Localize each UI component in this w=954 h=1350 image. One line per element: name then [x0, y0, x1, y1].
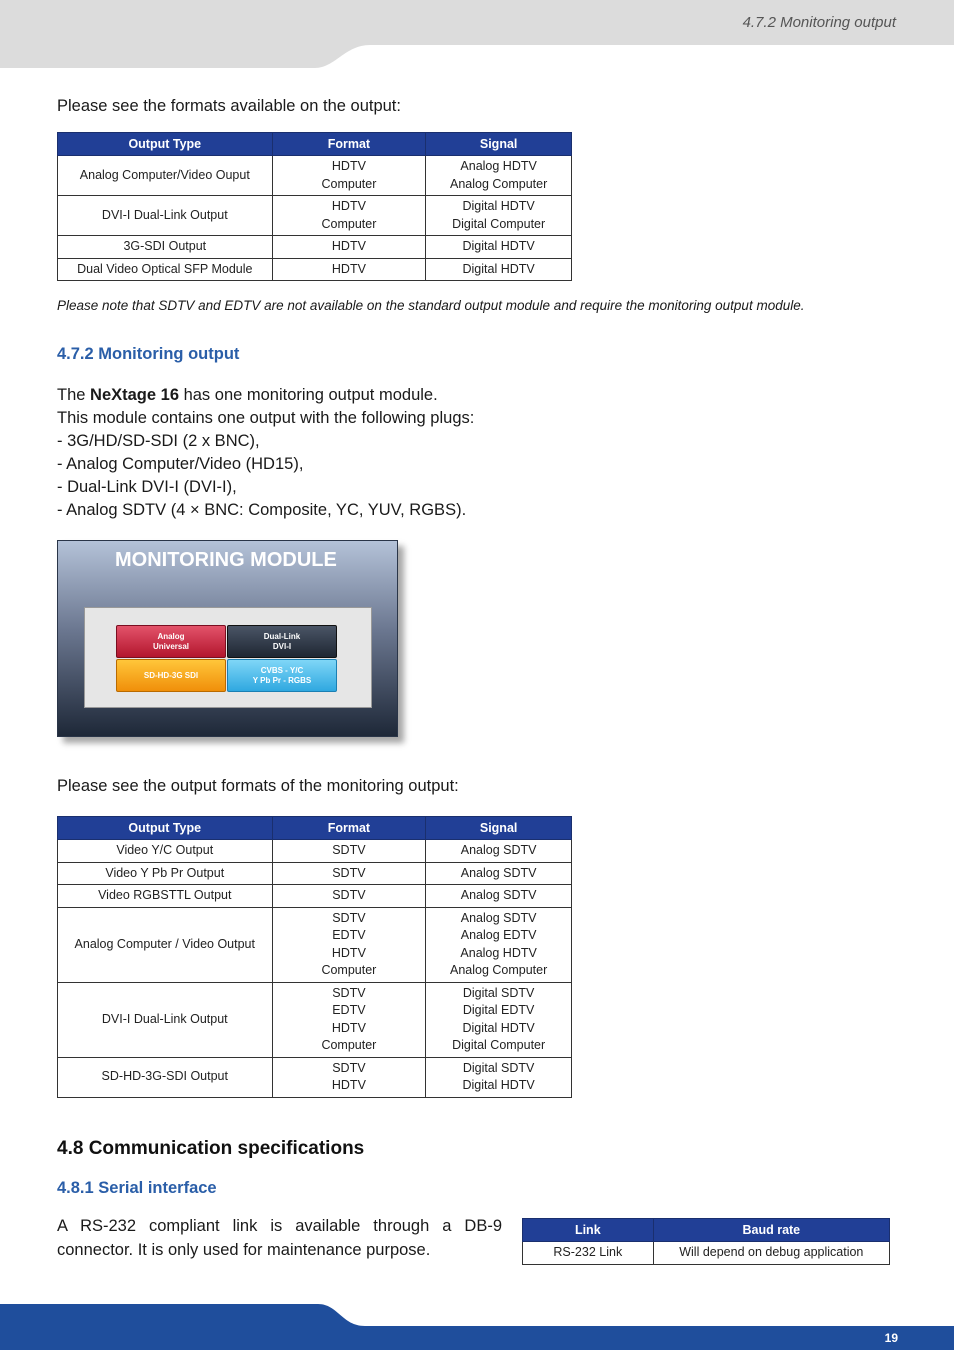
plug-list-item: - Analog SDTV (4 × BNC: Composite, YC, YUV, RGBS).	[57, 501, 467, 519]
section-heading-4-8-1: 4.8.1 Serial interface	[57, 1179, 217, 1197]
analog-universal-block: Analog Universal	[116, 625, 226, 658]
table-row	[523, 1242, 890, 1265]
plug-list-item: - Analog Computer/Video (HD15),	[57, 455, 304, 473]
module-panel	[84, 607, 372, 708]
output-type-cell: Video RGBSTTL Output	[58, 885, 273, 908]
signal-cell: Analog SDTV	[426, 885, 572, 908]
signal-cell: Digital SDTV Digital HDTV	[426, 1057, 572, 1097]
cvbs-block: CVBS - Y/C Y Pb Pr - RGBS	[227, 659, 337, 692]
format-cell: HDTV	[272, 236, 426, 259]
format-cell: SDTV EDTV HDTV Computer	[272, 982, 426, 1057]
format-cell: SDTV EDTV HDTV Computer	[272, 907, 426, 982]
output-type-cell: Analog Computer/Video Ouput	[58, 156, 273, 196]
column-header-output-type: Output Type	[58, 133, 273, 156]
signal-cell: Analog SDTV Analog EDTV Analog HDTV Analog Computer	[426, 907, 572, 982]
serial-link-table	[522, 1218, 890, 1265]
availability-note: Please note that SDTV and EDTV are not available on the standard output module and require the monitoring output module.	[57, 298, 805, 313]
monitoring-description	[57, 384, 474, 522]
signal-cell: Digital SDTV Digital EDTV Digital HDTV Digital Computer	[426, 982, 572, 1057]
table-row	[58, 258, 572, 281]
signal-cell: Analog SDTV	[426, 840, 572, 863]
column-header-link: Link	[523, 1219, 654, 1242]
format-cell: SDTV	[272, 840, 426, 863]
column-header-format: Format	[272, 133, 426, 156]
sdi-block: SD-HD-3G SDI	[116, 659, 226, 692]
format-cell: SDTV HDTV	[272, 1057, 426, 1097]
table-row	[58, 840, 572, 863]
table-row	[58, 1057, 572, 1097]
section-heading-4-7-2: 4.7.2 Monitoring output	[57, 345, 240, 363]
output-type-cell: SD-HD-3G-SDI Output	[58, 1057, 273, 1097]
signal-cell: Digital HDTV	[426, 258, 572, 281]
table-row	[58, 156, 572, 196]
output-type-cell: DVI-I Dual-Link Output	[58, 196, 273, 236]
description-line-2: This module contains one output with the following plugs:	[57, 409, 475, 427]
output-type-cell: DVI-I Dual-Link Output	[58, 982, 273, 1057]
page-number: 19	[884, 1331, 898, 1345]
baud-rate-cell: Will depend on debug application	[653, 1242, 889, 1265]
serial-interface-text: A RS-232 compliant link is available through a DB-9 connector. It is only used for maintenance purpose.	[57, 1217, 502, 1259]
signal-cell: Analog HDTV Analog Computer	[426, 156, 572, 196]
format-cell: HDTV Computer	[272, 156, 426, 196]
table-row	[58, 982, 572, 1057]
signal-cell: Digital HDTV Digital Computer	[426, 196, 572, 236]
plug-list-item: - Dual-Link DVI-I (DVI-I),	[57, 478, 237, 496]
table-row	[58, 885, 572, 908]
signal-cell: Analog SDTV	[426, 862, 572, 885]
column-header-output-type: Output Type	[58, 817, 273, 840]
link-cell: RS-232 Link	[523, 1242, 654, 1265]
intro-text: Please see the formats available on the output:	[57, 97, 401, 115]
signal-cell: Digital HDTV	[426, 236, 572, 259]
output-type-cell: 3G-SDI Output	[58, 236, 273, 259]
section-heading-4-8: 4.8 Communication specifications	[57, 1138, 365, 1159]
column-header-signal: Signal	[426, 133, 572, 156]
output-type-cell: Video Y Pb Pr Output	[58, 862, 273, 885]
running-header-title: 4.7.2 Monitoring output	[742, 14, 896, 31]
monitoring-module-illustration	[57, 540, 398, 737]
monitoring-formats-intro: Please see the output formats of the monitoring output:	[57, 777, 459, 795]
format-cell: SDTV	[272, 885, 426, 908]
format-cell: HDTV	[272, 258, 426, 281]
column-header-signal: Signal	[426, 817, 572, 840]
footer-band	[0, 1304, 954, 1350]
monitoring-formats-table	[57, 816, 572, 1098]
table-row	[58, 907, 572, 982]
plug-list-item: - 3G/HD/SD-SDI (2 x BNC),	[57, 432, 260, 450]
table-row	[58, 862, 572, 885]
table-row	[58, 196, 572, 236]
dual-link-dvi-block: Dual-Link DVI-I	[227, 625, 337, 658]
description-line-1: The NeXtage 16 has one monitoring output module.	[57, 386, 438, 404]
output-type-cell: Dual Video Optical SFP Module	[58, 258, 273, 281]
output-formats-table	[57, 132, 572, 281]
header-band	[0, 0, 954, 70]
product-name: NeXtage 16	[90, 386, 179, 404]
column-header-format: Format	[272, 817, 426, 840]
output-type-cell: Video Y/C Output	[58, 840, 273, 863]
format-cell: HDTV Computer	[272, 196, 426, 236]
column-header-baud-rate: Baud rate	[653, 1219, 889, 1242]
table-row	[58, 236, 572, 259]
output-type-cell: Analog Computer / Video Output	[58, 907, 273, 982]
module-title: MONITORING MODULE	[115, 549, 337, 571]
format-cell: SDTV	[272, 862, 426, 885]
